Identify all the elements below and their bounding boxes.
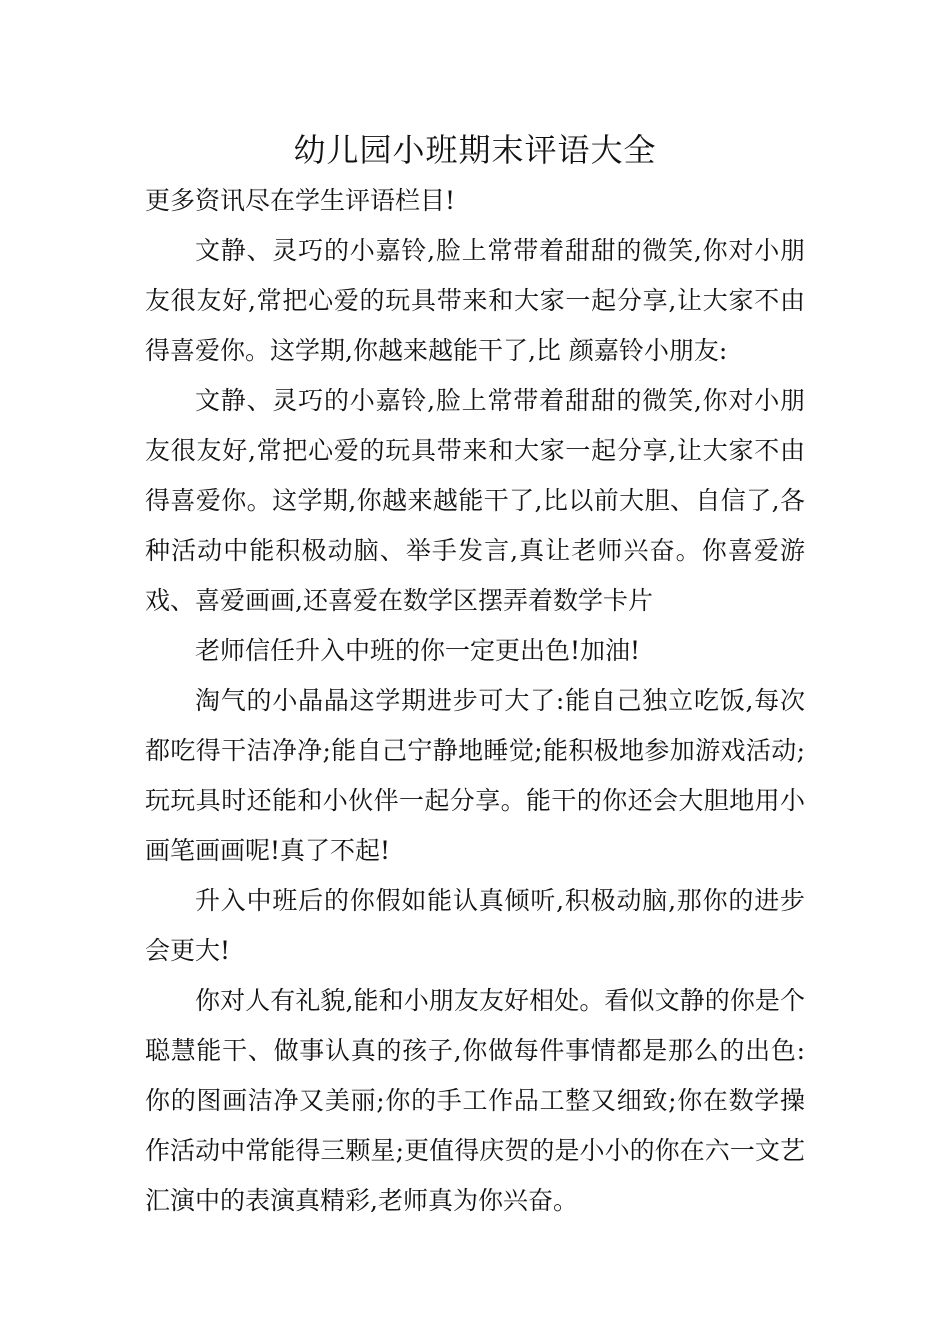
document-title: 幼儿园小班期末评语大全 — [293, 131, 657, 169]
paragraph: 淘气的小晶晶这学期进步可大了:能自己独立吃饭,每次都吃得干洁净净;能自己宁静地睡觉;能积极地参加游戏活动;玩玩具时还能和小伙伴一起分享。能干的你还会大胆地用小画笔画画呢!真了不起! — [145, 686, 805, 865]
paragraph: 更多资讯尽在学生评语栏目! — [145, 186, 456, 215]
paragraph: 文静、灵巧的小嘉铃,脸上常带着甜甜的微笑,你对小朋友很友好,常把心爱的玩具带来和大家一起分享,让大家不由得喜爱你。这学期,你越来越能干了,比 颜嘉铃小朋友: — [145, 236, 805, 365]
paragraph: 升入中班后的你假如能认真倾听,积极动脑,那你的进步会更大! — [145, 886, 805, 965]
paragraph: 文静、灵巧的小嘉铃,脸上常带着甜甜的微笑,你对小朋友很友好,常把心爱的玩具带来和大家一起分享,让大家不由得喜爱你。这学期,你越来越能干了,比以前大胆、自信了,各种活动中能积极动脑、举手发言,真让老师兴奋。你喜爱游戏、喜爱画画,还喜爱在数学区摆弄着数学卡片 — [145, 386, 805, 615]
document-body — [145, 176, 805, 1226]
paragraph: 你对人有礼貌,能和小朋友友好相处。看似文静的你是个聪慧能干、做事认真的孩子,你做每件事情都是那么的出色:你的图画洁净又美丽;你的手工作品工整又细致;你在数学操作活动中常能得三颗星;更值得庆贺的是小小的你在六一文艺汇演中的表演真精彩,老师真为你兴奋。 — [145, 986, 805, 1215]
paragraph: 老师信任升入中班的你一定更出色!加油! — [195, 636, 641, 665]
